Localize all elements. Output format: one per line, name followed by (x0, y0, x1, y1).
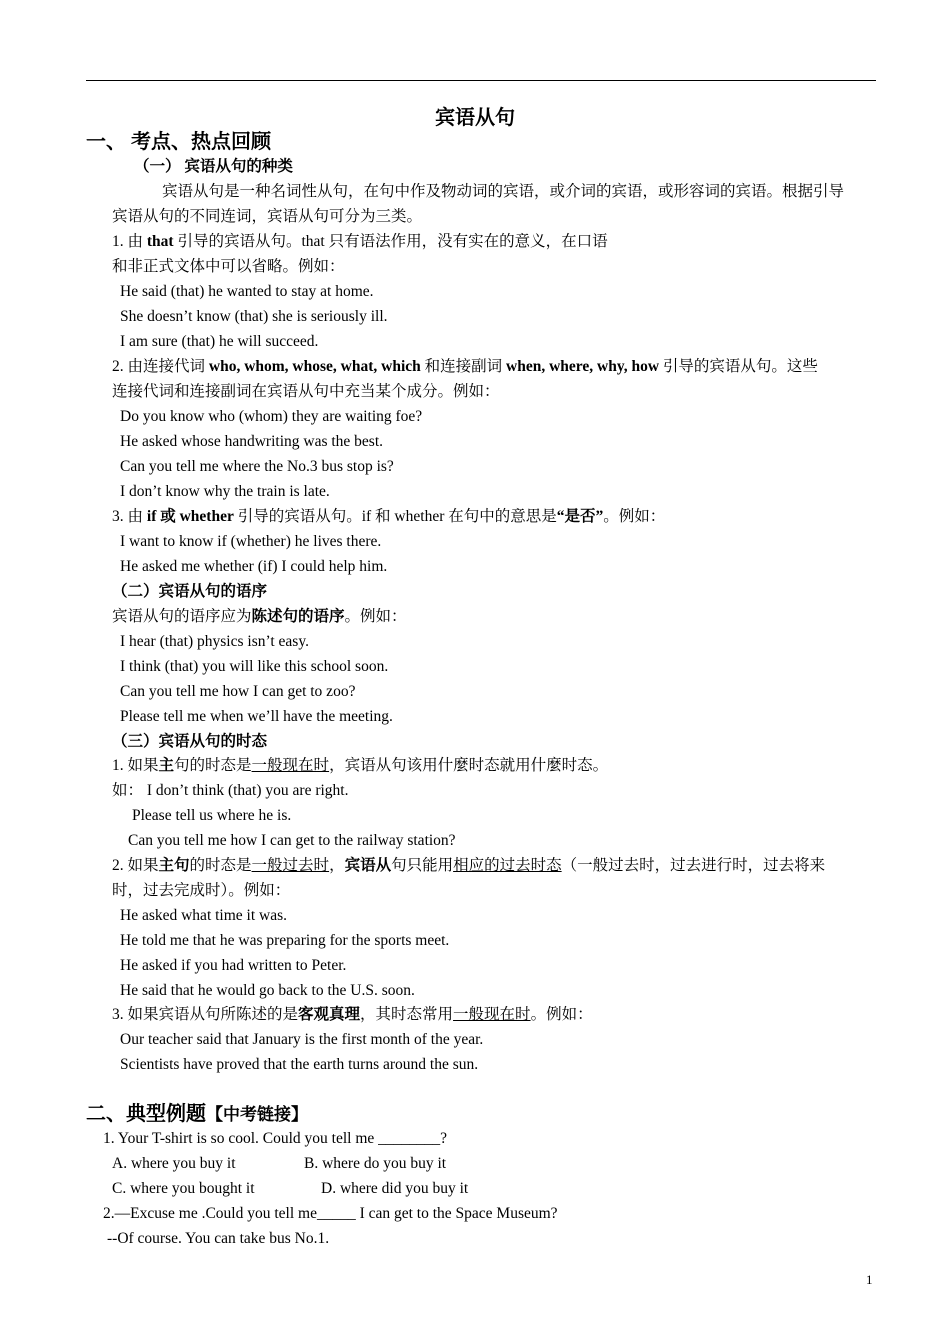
example-sentence: I don’t know why the train is late. (120, 483, 330, 500)
point-1-line-2: 和非正式文体中可以省略。例如： (112, 258, 345, 275)
text-run: 。例如： (344, 608, 407, 625)
example-sentence: 如： I don’t think (that) you are right. (112, 782, 349, 799)
word-order-line (112, 607, 407, 627)
keyword-main: 主 (158, 757, 175, 774)
point-2-line-2: 连接代词和连接副词在宾语从句中充当某个成分。例如： (112, 383, 500, 400)
question-2-response: --Of course. You can take bus No.1. (107, 1230, 330, 1247)
underlined-corresponding-past: 相应的过去时态 (453, 857, 562, 874)
page-number: 1 (866, 1272, 873, 1287)
section-2-heading (86, 1102, 308, 1127)
point-1-line-1 (112, 232, 608, 252)
text-run: 宾语从句的语序应为 (112, 608, 252, 625)
example-sentence: Can you tell me how I can get to the railway station? (128, 832, 456, 849)
example-sentence: I want to know if (whether) he lives there. (120, 533, 382, 550)
header-rule (86, 80, 876, 81)
keyword-if-whether: if 或 whether (146, 508, 234, 525)
example-sentence: He said that he would go back to the U.S. soon. (120, 982, 415, 999)
text-run: 1. 由 (112, 233, 147, 250)
option-a: A. where you buy it (112, 1155, 236, 1172)
document-title: 宾语从句 (435, 107, 515, 129)
text-run: 。例如： (603, 508, 666, 525)
text-run: ，其时态常用 (360, 1006, 454, 1023)
example-sentence: He asked if you had written to Peter. (120, 957, 347, 974)
keyword-main-clause: 主句 (158, 857, 190, 874)
text-run: 引导的宾语从句。这些 (659, 358, 818, 375)
text-run: 引导的宾语从句。if 和 whether 在句中的意思是 (233, 508, 557, 525)
example-sentence: He asked me whether (if) I could help him. (120, 558, 388, 575)
example-sentence: Please tell us where he is. (132, 807, 292, 824)
subsection-1-heading: （一） 宾语从句的种类 (134, 158, 293, 175)
text-run: ， (329, 857, 345, 874)
example-sentence: He said (that) he wanted to stay at home. (120, 283, 374, 300)
keyword-that: that (146, 233, 174, 250)
text-run: 引导的宾语从句。that 只有语法作用，没有实在的意义，在口语 (173, 233, 608, 250)
intro-line-1: 宾语从句是一种名词性从句，在句中作及物动词的宾语，或介词的宾语，或形容词的宾语。根据引导 (162, 183, 845, 200)
example-sentence: He asked whose handwriting was the best. (120, 433, 384, 450)
text-run: 和连接副词 (420, 358, 507, 375)
example-sentence: Can you tell me how I can get to zoo? (120, 683, 356, 700)
example-sentence: I am sure (that) he will succeed. (120, 333, 319, 350)
tense-1-line (112, 756, 608, 776)
question-2: 2.—Excuse me .Could you tell me_____ I can get to the Space Museum? (103, 1205, 558, 1222)
underlined-past-tense: 一般过去时 (251, 857, 330, 874)
example-sentence: Can you tell me where the No.3 bus stop is? (120, 458, 394, 475)
example-sentence: He asked what time it was. (120, 907, 288, 924)
text-run: 句的时态是 (174, 757, 252, 774)
keyword-adverbs: when, where, why, how (506, 358, 660, 375)
example-sentence: Our teacher said that January is the first month of the year. (120, 1031, 484, 1048)
subsection-2-heading: （二）宾语从句的语序 (112, 583, 268, 600)
text-run: 1. 如果 (112, 757, 159, 774)
example-sentence: He told me that he was preparing for the sports meet. (120, 932, 450, 949)
example-sentence: I think (that) you will like this school soon. (120, 658, 389, 675)
option-b: B. where do you buy it (304, 1155, 447, 1172)
section-1-heading: 一、 考点、热点回顾 (86, 131, 271, 153)
text-run: 的时态是 (189, 857, 252, 874)
example-sentence: Scientists have proved that the earth turns around the sun. (120, 1056, 479, 1073)
keyword-pronouns: who, whom, whose, what, which (208, 358, 421, 375)
keyword-declarative-order: 陈述句的语序 (251, 608, 345, 625)
tense-3-line (112, 1005, 593, 1025)
underlined-present-tense: 一般现在时 (251, 757, 330, 774)
tense-2-line-2: 时，过去完成时）。例如： (112, 882, 291, 899)
text-run: 。例如： (530, 1006, 593, 1023)
example-sentence: She doesn’t know (that) she is seriously ill. (120, 308, 388, 325)
option-c: C. where you bought it (112, 1180, 255, 1197)
keyword-objective-truth: 客观真理 (298, 1006, 361, 1023)
text-run: （一般过去时，过去进行时，过去将来 (561, 857, 826, 874)
text-run: 3. 由 (112, 508, 147, 525)
text-run: 3. 如果宾语从句所陈述的是 (112, 1006, 299, 1023)
question-1: 1. Your T-shirt is so cool. Could you tell me ________? (103, 1130, 448, 1147)
keyword-object-clause: 宾语从 (344, 857, 392, 874)
text-run: 【中考链接】 (206, 1105, 308, 1124)
intro-line-2: 宾语从句的不同连词，宾语从句可分为三类。 (112, 208, 423, 225)
text-run: ，宾语从句该用什麼时态就用什麼时态。 (329, 757, 609, 774)
example-sentence: Please tell me when we’ll have the meeting. (120, 708, 393, 725)
text-run: 2. 由连接代词 (112, 358, 209, 375)
point-3-line (112, 507, 665, 527)
option-d: D. where did you buy it (321, 1180, 469, 1197)
example-sentence: Do you know who (whom) they are waiting foe? (120, 408, 423, 425)
subsection-3-heading: （三）宾语从句的时态 (112, 733, 268, 750)
underlined-present-tense: 一般现在时 (453, 1006, 531, 1023)
example-sentence: I hear (that) physics isn’t easy. (120, 633, 309, 650)
keyword-shifou: “是否” (556, 508, 604, 525)
text-run: 二、典型例题 (86, 1103, 206, 1125)
tense-2-line-1 (112, 856, 825, 876)
text-run: 2. 如果 (112, 857, 159, 874)
point-2-line-1 (112, 357, 818, 377)
text-run: 句只能用 (391, 857, 454, 874)
